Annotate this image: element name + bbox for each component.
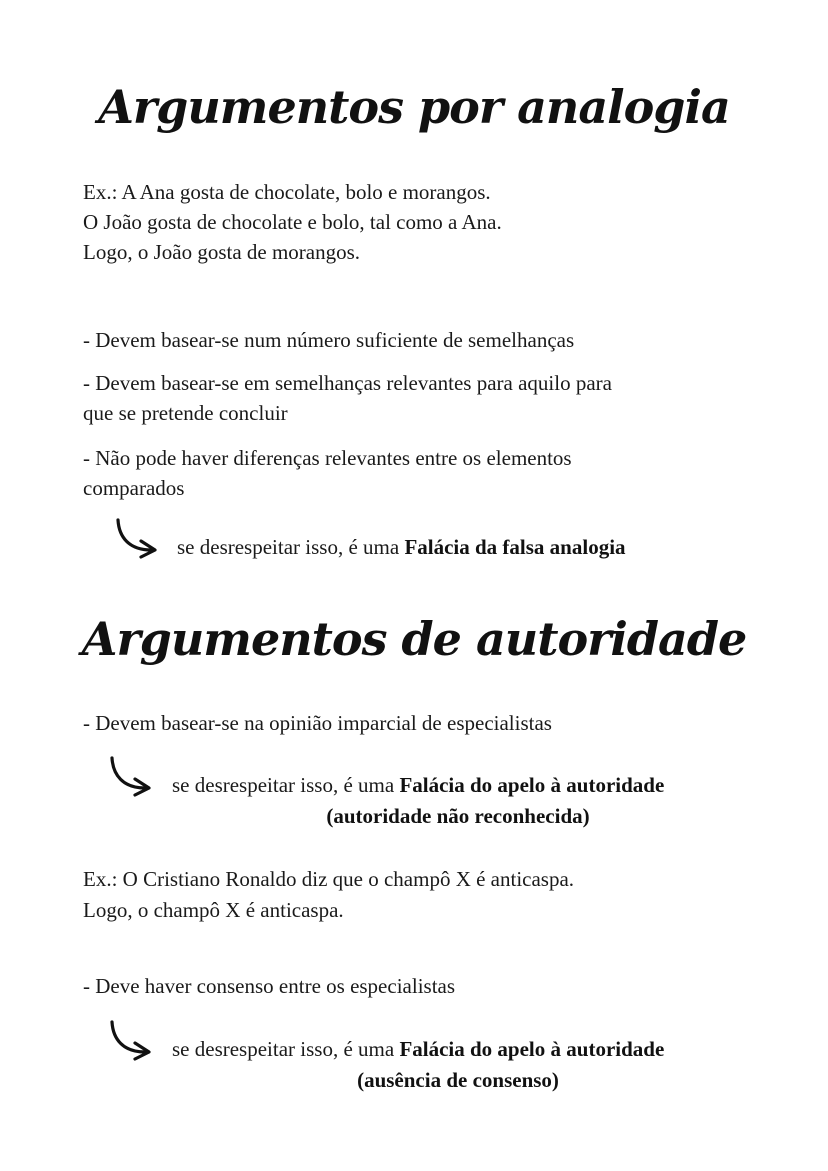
rule-line: - Devem basear-se na opinião imparcial de especialistas: [83, 711, 552, 735]
fallacy-consequence: [177, 535, 626, 560]
rule-line-continuation: que se pretende concluir: [83, 401, 288, 425]
example-line: Ex.: O Cristiano Ronaldo diz que o champô X é anticaspa.: [83, 867, 575, 891]
rule-line-continuation: comparados: [83, 476, 185, 500]
section-title-analogy: Argumentos por analogia: [98, 80, 730, 134]
example-line: Logo, o João gosta de morangos.: [83, 240, 361, 264]
fallacy-detail-text: (autoridade não reconhecida): [326, 804, 590, 828]
fallacy-name: Falácia do apelo à autoridade: [399, 1037, 665, 1061]
curved-arrow-icon: [113, 517, 163, 559]
curved-arrow-icon: [107, 1019, 157, 1061]
example-line: Logo, o champô X é anticaspa.: [83, 898, 344, 922]
rule-line: - Devem basear-se num número suficiente de semelhanças: [83, 328, 575, 352]
rule-line: - Não pode haver diferenças relevantes entre os elementos: [83, 446, 572, 470]
section-title-authority: Argumentos de autoridade: [81, 612, 747, 666]
fallacy-consequence: [172, 773, 664, 798]
fallacy-detail: [172, 804, 744, 829]
rule-line: - Deve haver consenso entre os especialistas: [83, 974, 456, 998]
fallacy-name: Falácia do apelo à autoridade: [399, 773, 665, 797]
example-line: Ex.: A Ana gosta de chocolate, bolo e morangos.: [83, 180, 491, 204]
consequence-text: se desrespeitar isso, é uma: [172, 773, 400, 797]
fallacy-name: Falácia da falsa analogia: [404, 535, 626, 559]
fallacy-detail-text: (ausência de consenso): [357, 1068, 559, 1092]
rule-line: - Devem basear-se em semelhanças relevantes para aquilo para: [83, 371, 612, 395]
fallacy-consequence: [172, 1037, 664, 1062]
curved-arrow-icon: [107, 755, 157, 797]
example-line: O João gosta de chocolate e bolo, tal como a Ana.: [83, 210, 502, 234]
consequence-text: se desrespeitar isso, é uma: [172, 1037, 400, 1061]
fallacy-detail: [172, 1068, 744, 1093]
consequence-text: se desrespeitar isso, é uma: [177, 535, 405, 559]
